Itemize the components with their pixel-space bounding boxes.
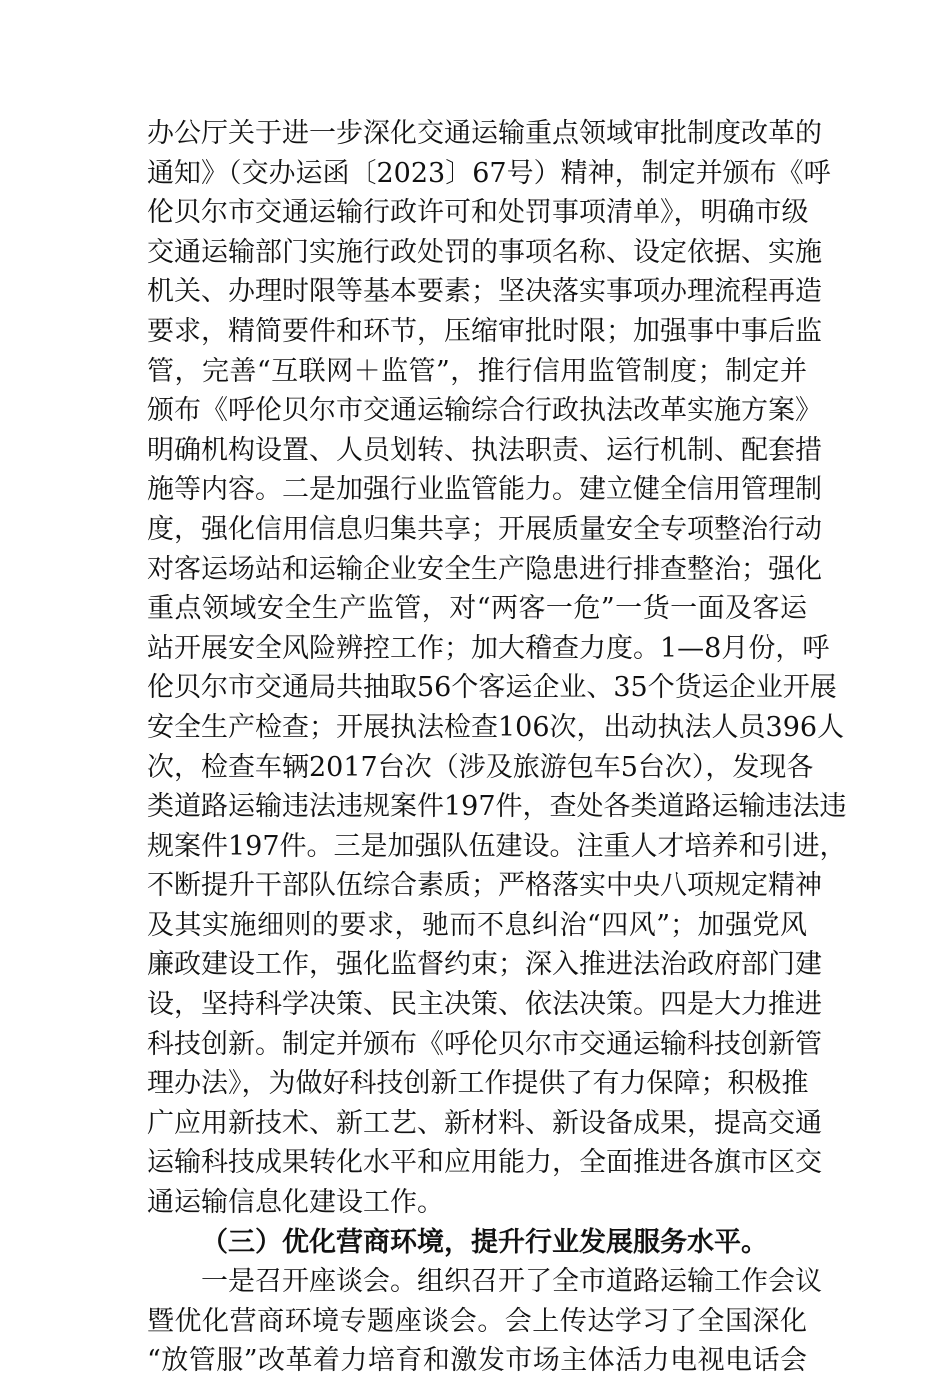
text-line: 对客运场站和运输企业安全生产隐患进行排查整治；强化 xyxy=(147,553,822,585)
text-line: 要求，精简要件和环节，压缩审批时限；加强事中事后监 xyxy=(147,315,822,347)
text-line: 颁布《呼伦贝尔市交通运输综合行政执法改革实施方案》 xyxy=(147,395,822,427)
text-line: 重点领域安全生产监管，对“两客一危”一货一面及客运 xyxy=(147,593,807,625)
text-line: 廉政建设工作，强化监督约束；深入推进法治政府部门建 xyxy=(147,949,822,981)
text-line: 广应用新技术、新工艺、新材料、新设备成果，提高交通 xyxy=(147,1107,822,1139)
body-text xyxy=(147,114,847,1381)
text-line: 类道路运输违法违规案件197件，查处各类道路运输违法违 xyxy=(147,791,847,823)
text-line: 理办法》，为做好科技创新工作提供了有力保障；积极推 xyxy=(147,1068,809,1100)
text-line: 伦贝尔市交通局共抽取56个客运企业、35个货运企业开展 xyxy=(147,672,837,704)
text-line: “放管服”改革着力培育和激发市场主体活力电视电话会 xyxy=(147,1345,807,1377)
text-line: 一是召开座谈会。组织召开了全市道路运输工作会议 xyxy=(201,1266,822,1298)
text-line: 及其实施细则的要求，驰而不息纠治“四风”；加强党风 xyxy=(147,909,807,941)
text-line: 次，检查车辆2017台次（涉及旅游包车5台次），发现各 xyxy=(147,751,814,783)
text-line: 通运输信息化建设工作。 xyxy=(147,1187,444,1219)
text-line: 暨优化营商环境专题座谈会。会上传达学习了全国深化 xyxy=(147,1305,807,1337)
text-line: 度，强化信用信息归集共享；开展质量安全专项整治行动 xyxy=(147,513,822,545)
text-line: 科技创新。制定并颁布《呼伦贝尔市交通运输科技创新管 xyxy=(147,1028,822,1060)
text-line: 伦贝尔市交通运输行政许可和处罚事项清单》，明确市级 xyxy=(147,197,809,229)
text-line: 规案件197件。三是加强队伍建设。注重人才培养和引进， xyxy=(147,830,847,862)
text-line: 运输科技成果转化水平和应用能力，全面推进各旗市区交 xyxy=(147,1147,822,1179)
text-line: 设，坚持科学决策、民主决策、依法决策。四是大力推进 xyxy=(147,989,822,1021)
text-line: 安全生产检查；开展执法检查106次，出动执法人员396人 xyxy=(147,711,845,743)
text-line: 不断提升干部队伍综合素质；严格落实中央八项规定精神 xyxy=(147,870,822,902)
section-heading: （三）优化营商环境，提升行业发展服务水平。 xyxy=(201,1226,768,1258)
text-line: 交通运输部门实施行政处罚的事项名称、设定依据、实施 xyxy=(147,236,822,268)
text-line: 管，完善“互联网＋监管”，推行信用监管制度；制定并 xyxy=(147,355,807,387)
text-line: 站开展安全风险辨控工作；加大稽查力度。1—8月份，呼 xyxy=(147,632,830,664)
text-line: 明确机构设置、人员划转、执法职责、运行机制、配套措 xyxy=(147,434,822,466)
text-line: 办公厅关于进一步深化交通运输重点领域审批制度改革的 xyxy=(147,118,822,149)
text-line: 通知》（交办运函〔2023〕67号）精神，制定并颁布《呼 xyxy=(147,157,831,189)
text-line: 施等内容。二是加强行业监管能力。建立健全信用管理制 xyxy=(147,474,822,506)
text-line: 机关、办理时限等基本要素；坚决落实事项办理流程再造 xyxy=(147,276,822,308)
